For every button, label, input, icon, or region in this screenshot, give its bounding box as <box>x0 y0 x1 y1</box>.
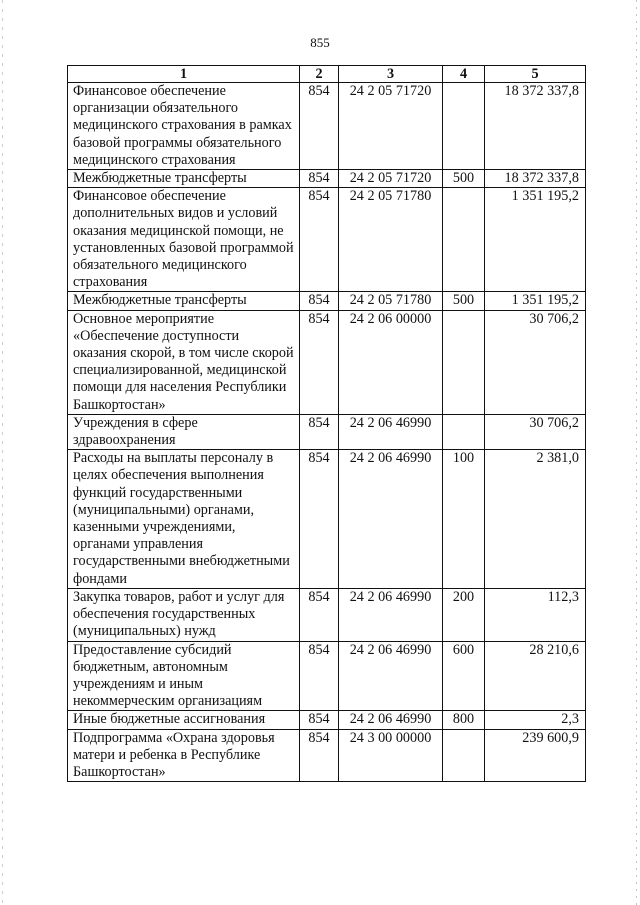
row-ministry: 854 <box>300 170 339 188</box>
row-type <box>443 83 485 170</box>
row-code: 24 2 06 46990 <box>339 711 443 729</box>
row-code: 24 2 06 46990 <box>339 641 443 711</box>
row-type <box>443 188 485 292</box>
row-type <box>443 310 485 414</box>
row-type: 100 <box>443 450 485 589</box>
row-type <box>443 414 485 449</box>
row-name: Учреждения в сфере здравоохранения <box>68 414 300 449</box>
row-code: 24 3 00 00000 <box>339 729 443 782</box>
row-amount: 239 600,9 <box>485 729 586 782</box>
table-row <box>68 711 586 729</box>
row-amount: 2 381,0 <box>485 450 586 589</box>
table-row <box>68 588 586 641</box>
row-amount: 30 706,2 <box>485 310 586 414</box>
row-ministry: 854 <box>300 292 339 310</box>
table-row <box>68 292 586 310</box>
row-name: Предоставление субсидий бюджетным, автономным учреждениям и иным некоммерческим организациям <box>68 641 300 711</box>
table-row <box>68 641 586 711</box>
row-name: Финансовое обеспечение дополнительных видов и условий оказания медицинской помощи, не установленных базовой программой обязательного медицинского страхования <box>68 188 300 292</box>
row-ministry: 854 <box>300 641 339 711</box>
table-row <box>68 450 586 589</box>
row-name: Иные бюджетные ассигнования <box>68 711 300 729</box>
row-amount: 28 210,6 <box>485 641 586 711</box>
row-type <box>443 729 485 782</box>
column-header-amount: 5 <box>485 66 586 83</box>
row-ministry: 854 <box>300 588 339 641</box>
row-ministry: 854 <box>300 450 339 589</box>
column-header-code: 3 <box>339 66 443 83</box>
row-type: 800 <box>443 711 485 729</box>
row-code: 24 2 06 46990 <box>339 588 443 641</box>
row-ministry: 854 <box>300 414 339 449</box>
table-row <box>68 188 586 292</box>
row-amount: 30 706,2 <box>485 414 586 449</box>
row-code: 24 2 06 46990 <box>339 450 443 589</box>
row-amount: 1 351 195,2 <box>485 292 586 310</box>
row-code: 24 2 06 00000 <box>339 310 443 414</box>
table-row <box>68 414 586 449</box>
row-ministry: 854 <box>300 188 339 292</box>
row-amount: 18 372 337,8 <box>485 170 586 188</box>
row-name: Расходы на выплаты персоналу в целях обеспечения выполнения функций государственными (муниципальными) органами, казенными учреждениями, органами управления государственными внебюджетными фондами <box>68 450 300 589</box>
row-ministry: 854 <box>300 711 339 729</box>
row-type: 500 <box>443 292 485 310</box>
row-name: Основное мероприятие «Обеспечение доступности оказания скорой, в том числе скорой специализированной, медицинской помощи для населения Республики Башкортостан» <box>68 310 300 414</box>
row-type: 500 <box>443 170 485 188</box>
row-ministry: 854 <box>300 310 339 414</box>
row-amount: 2,3 <box>485 711 586 729</box>
row-amount: 18 372 337,8 <box>485 83 586 170</box>
row-amount: 1 351 195,2 <box>485 188 586 292</box>
row-amount: 112,3 <box>485 588 586 641</box>
row-code: 24 2 05 71780 <box>339 292 443 310</box>
table-row <box>68 83 586 170</box>
budget-table <box>67 65 586 782</box>
column-header-ministry: 2 <box>300 66 339 83</box>
scan-edge-left <box>2 0 3 905</box>
scan-edge-right <box>636 0 637 905</box>
table-row <box>68 729 586 782</box>
row-ministry: 854 <box>300 83 339 170</box>
table-body <box>68 83 586 782</box>
row-code: 24 2 05 71720 <box>339 83 443 170</box>
row-code: 24 2 06 46990 <box>339 414 443 449</box>
row-name: Межбюджетные трансферты <box>68 292 300 310</box>
row-type: 200 <box>443 588 485 641</box>
row-name: Подпрограмма «Охрана здоровья матери и ребенка в Республике Башкортостан» <box>68 729 300 782</box>
column-header-name: 1 <box>68 66 300 83</box>
row-name: Закупка товаров, работ и услуг для обеспечения государственных (муниципальных) нужд <box>68 588 300 641</box>
row-ministry: 854 <box>300 729 339 782</box>
table-row <box>68 170 586 188</box>
row-code: 24 2 05 71780 <box>339 188 443 292</box>
table-row <box>68 310 586 414</box>
row-code: 24 2 05 71720 <box>339 170 443 188</box>
row-name: Финансовое обеспечение организации обязательного медицинского страхования в рамках базовой программы обязательного медицинского страхования <box>68 83 300 170</box>
row-type: 600 <box>443 641 485 711</box>
column-header-type: 4 <box>443 66 485 83</box>
page-number: 855 <box>310 35 330 50</box>
row-name: Межбюджетные трансферты <box>68 170 300 188</box>
table-header-row <box>68 66 586 83</box>
